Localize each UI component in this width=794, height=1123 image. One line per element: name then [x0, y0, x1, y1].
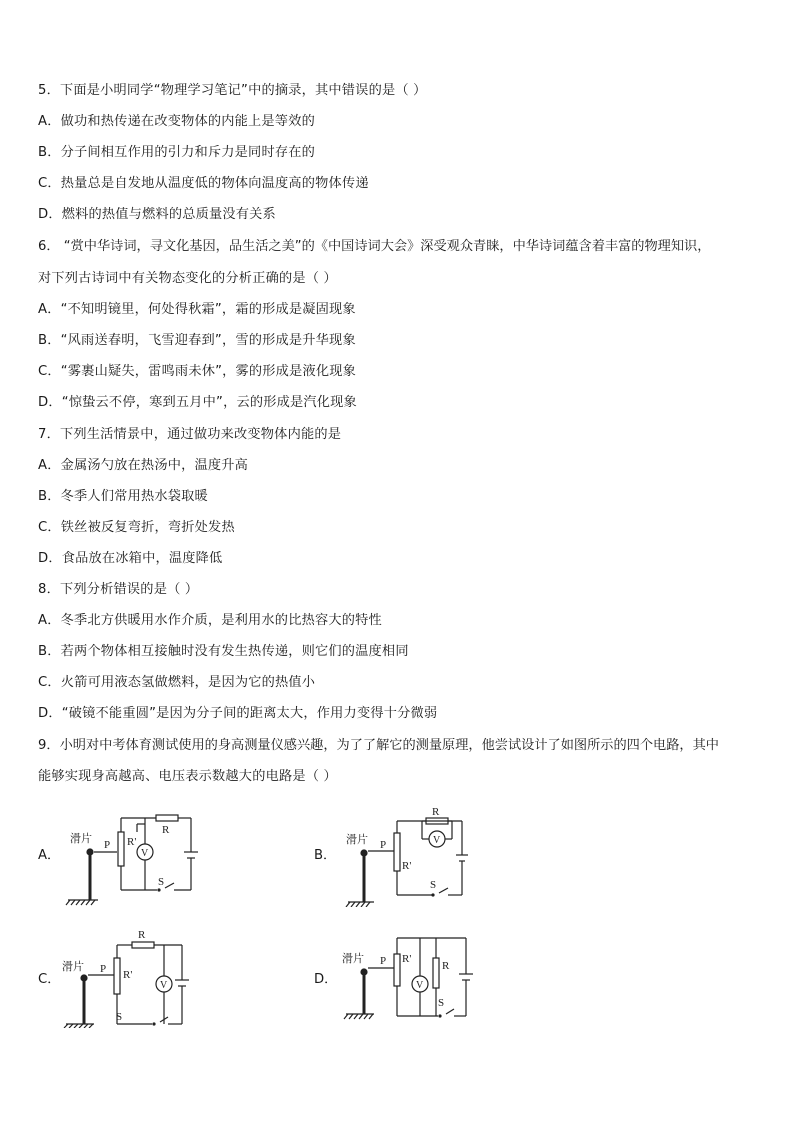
- circuit-b-rprime-label: R': [402, 860, 412, 872]
- circuit-a-p-label: P: [104, 839, 111, 851]
- circuit-d-switch-label: S: [438, 997, 445, 1009]
- circuit-b-voltmeter-label: V: [433, 835, 441, 846]
- question-9-stem-continued: 能够实现身高越高、电压表示数越大的电路是（ ）: [38, 769, 337, 784]
- circuit-c-voltmeter-label: V: [160, 980, 168, 991]
- question-8-option-a: A．冬季北方供暖用水作介质，是利用水的比热容大的特性: [38, 613, 382, 628]
- question-6-option-d: D．“惊蛰云不停，寒到五月中”，云的形成是汽化现象: [38, 395, 357, 410]
- question-7-option-d: D．食品放在冰箱中，温度降低: [38, 551, 223, 566]
- circuit-b-label: B．: [314, 848, 337, 863]
- circuit-a-label: A．: [38, 848, 61, 863]
- circuit-d-rprime-label: R': [402, 953, 412, 965]
- question-6-option-b: B．“风雨送春明，飞雪迎春到”，雪的形成是升华现象: [38, 333, 356, 348]
- question-9-stem: 9．小明对中考体育测试使用的身高测量仪感兴趣，为了了解它的测量原理，他尝试设计了如图所示的四个电路，其中: [38, 738, 719, 753]
- question-5-option-a: A．做功和热传递在改变物体的内能上是等效的: [38, 114, 315, 129]
- circuit-c-p-label: P: [100, 963, 107, 975]
- circuit-c-label: C．: [38, 972, 61, 987]
- circuit-d-r-label: R: [442, 960, 450, 972]
- circuit-diagram-d: [342, 936, 474, 1020]
- question-7-stem: 7．下列生活情景中，通过做功来改变物体内能的是: [38, 427, 342, 442]
- circuit-d-voltmeter-label: V: [416, 980, 424, 991]
- circuit-d-label: D．: [314, 972, 338, 987]
- circuit-diagram-c: [62, 928, 192, 1028]
- circuit-b-switch-label: S: [430, 879, 437, 891]
- circuit-c-slider-label: 滑片: [62, 960, 84, 973]
- question-6-option-a: A．“不知明镜里，何处得秋霜”，霜的形成是凝固现象: [38, 302, 356, 317]
- circuit-diagram-a: [64, 812, 204, 906]
- question-5-stem: 5．下面是小明同学“物理学习笔记”中的摘录，其中错误的是（ ）: [38, 83, 427, 98]
- circuit-b-p-label: P: [380, 839, 387, 851]
- circuit-d-slider-label: 滑片: [342, 952, 364, 965]
- circuit-c-rprime-label: R': [123, 969, 133, 981]
- question-6-option-c: C．“雾裹山疑失，雷鸣雨未休”，雾的形成是液化现象: [38, 364, 356, 379]
- circuit-a-rprime-label: R': [127, 836, 137, 848]
- circuit-c-r-label: R: [138, 929, 146, 941]
- circuit-b-r-label: R: [432, 806, 440, 818]
- question-7-option-b: B．冬季人们常用热水袋取暖: [38, 489, 208, 504]
- circuit-a-switch-label: S: [158, 876, 165, 888]
- question-8-option-d: D．“破镜不能重圆”是因为分子间的距离太大，作用力变得十分微弱: [38, 706, 438, 721]
- question-8-option-b: B．若两个物体相互接触时没有发生热传递，则它们的温度相同: [38, 644, 409, 659]
- question-5-option-b: B．分子间相互作用的引力和斥力是同时存在的: [38, 145, 315, 160]
- question-8-option-c: C．火箭可用液态氢做燃料，是因为它的热值小: [38, 675, 316, 690]
- circuit-diagram-b: [344, 803, 474, 907]
- question-6-stem: 6． “赏中华诗词，寻文化基因，品生活之美”的《中国诗词大会》深受观众青睐，中华诗词蕴含着丰富的物理知识，: [38, 239, 711, 254]
- question-7-option-a: A．金属汤勺放在热汤中，温度升高: [38, 458, 249, 473]
- question-5-option-c: C．热量总是自发地从温度低的物体向温度高的物体传递: [38, 176, 369, 191]
- circuit-a-slider-label: 滑片: [70, 832, 92, 845]
- circuit-a-r-label: R: [162, 824, 170, 836]
- question-6-stem-continued: 对下列古诗词中有关物态变化的分析正确的是（ ）: [38, 271, 337, 286]
- circuit-c-switch-label: S: [116, 1011, 123, 1023]
- circuit-b-slider-label: 滑片: [346, 833, 368, 846]
- question-8-stem: 8．下列分析错误的是（ ）: [38, 582, 199, 597]
- circuit-d-p-label: P: [380, 955, 387, 967]
- circuit-a-voltmeter-label: V: [141, 848, 149, 859]
- question-5-option-d: D．燃料的热值与燃料的总质量没有关系: [38, 207, 276, 222]
- question-7-option-c: C．铁丝被反复弯折，弯折处发热: [38, 520, 235, 535]
